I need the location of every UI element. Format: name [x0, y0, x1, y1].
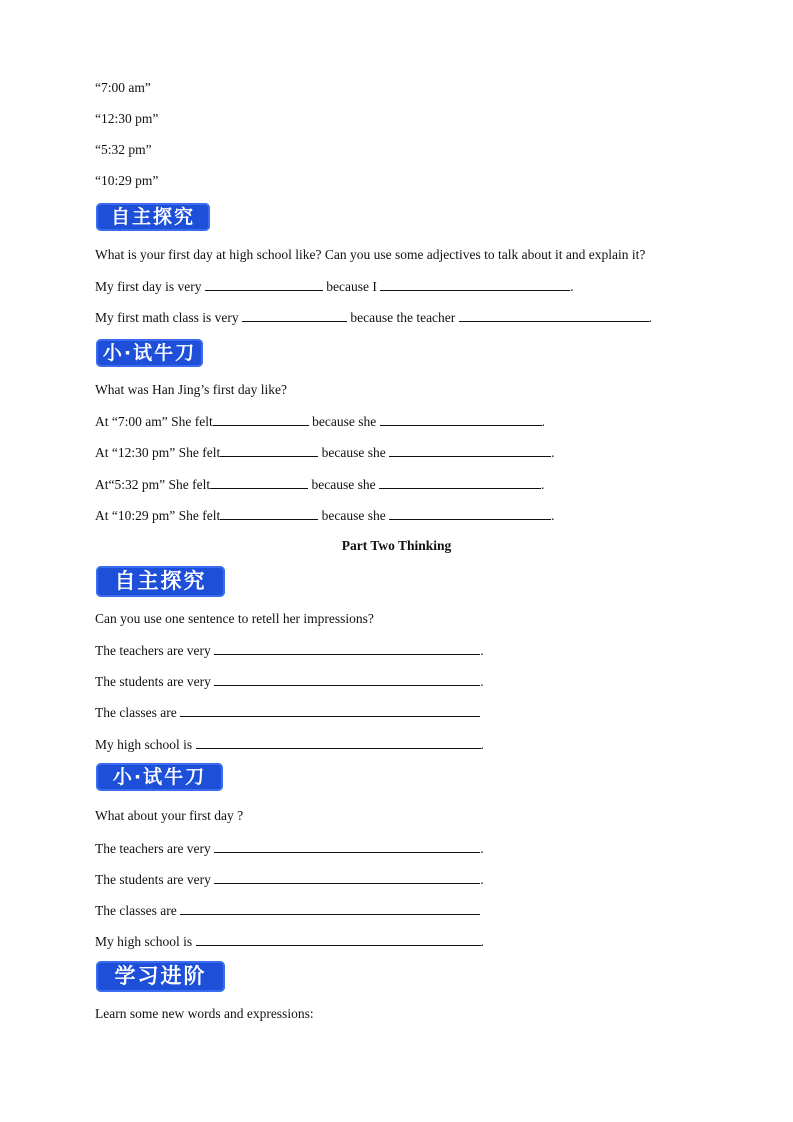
- try-question: What about your first day ?: [95, 808, 244, 823]
- period: .: [648, 310, 653, 325]
- prompt-text: because she: [321, 445, 386, 460]
- prompt-text: because the teacher: [350, 310, 456, 325]
- prompt-text: because she: [312, 414, 377, 429]
- advance-badge: 学习进阶: [96, 961, 225, 992]
- time-item: “12:30 pm”: [95, 111, 159, 126]
- answer-blank[interactable]: [214, 673, 480, 686]
- prompt-text: My high school is: [95, 737, 193, 752]
- answer-blank[interactable]: [389, 444, 551, 457]
- answer-blank[interactable]: [196, 736, 481, 749]
- fill-line: [95, 413, 545, 430]
- period: .: [480, 841, 484, 856]
- fill-line: [95, 840, 484, 857]
- answer-blank[interactable]: [242, 309, 347, 322]
- prompt-text: The students are very: [95, 674, 211, 689]
- prompt-text: The teachers are very: [95, 643, 211, 658]
- prompt-text: The students are very: [95, 872, 211, 887]
- period: .: [480, 643, 484, 658]
- fill-line: [95, 673, 484, 690]
- answer-blank[interactable]: [180, 902, 480, 915]
- answer-blank[interactable]: [380, 278, 570, 291]
- answer-blank[interactable]: [214, 642, 480, 655]
- try-question: What was Han Jing’s first day like?: [95, 382, 287, 397]
- answer-blank[interactable]: [196, 933, 481, 946]
- explore-badge: 自主探究: [96, 566, 225, 597]
- answer-blank[interactable]: [220, 507, 318, 520]
- answer-blank[interactable]: [205, 278, 323, 291]
- prompt-text: My first day is very: [95, 279, 202, 294]
- answer-blank[interactable]: [389, 507, 551, 520]
- prompt-text: My high school is: [95, 934, 193, 949]
- fill-line: [95, 704, 480, 721]
- fill-line: [95, 902, 480, 919]
- prompt-text: At“5:32 pm” She felt: [95, 477, 211, 492]
- answer-blank[interactable]: [379, 476, 541, 489]
- answer-blank[interactable]: [213, 413, 309, 426]
- period: .: [480, 737, 484, 752]
- period: .: [480, 674, 484, 689]
- advance-text: Learn some new words and expressions:: [95, 1006, 314, 1021]
- answer-blank[interactable]: [214, 871, 480, 884]
- fill-line: [95, 507, 554, 524]
- period: .: [541, 414, 545, 429]
- fill-line: [95, 642, 484, 659]
- prompt-text: because she: [321, 508, 386, 523]
- explore-question: What is your first day at high school like? Can you use some adjectives to talk about it and explain it?: [95, 247, 646, 262]
- try-badge: 小·试牛刀: [96, 339, 203, 367]
- answer-blank[interactable]: [380, 413, 542, 426]
- explore-badge: 自主探究: [96, 203, 210, 231]
- period: .: [551, 445, 555, 460]
- period: .: [570, 279, 574, 294]
- time-item: “7:00 am”: [95, 80, 151, 95]
- try-badge: 小·试牛刀: [96, 763, 223, 791]
- fill-line: [95, 476, 544, 493]
- fill-line: [95, 933, 484, 950]
- prompt-text: At “12:30 pm” She felt: [95, 445, 221, 460]
- period: .: [480, 872, 484, 887]
- answer-blank[interactable]: [214, 840, 480, 853]
- fill-line: [95, 309, 652, 326]
- fill-line: [95, 871, 484, 888]
- explore-question: Can you use one sentence to retell her impressions?: [95, 611, 374, 626]
- fill-line: [95, 444, 554, 461]
- answer-blank[interactable]: [220, 444, 318, 457]
- prompt-text: At “7:00 am” She felt: [95, 414, 213, 429]
- period: .: [540, 477, 545, 492]
- answer-blank[interactable]: [210, 476, 308, 489]
- period: .: [551, 508, 555, 523]
- answer-blank[interactable]: [180, 704, 480, 717]
- answer-blank[interactable]: [459, 309, 649, 322]
- prompt-text: The teachers are very: [95, 841, 211, 856]
- period: .: [480, 934, 484, 949]
- prompt-text: The classes are: [95, 705, 177, 720]
- prompt-text: My first math class is very: [95, 310, 239, 325]
- fill-line: [95, 736, 484, 753]
- time-item: “10:29 pm”: [95, 173, 159, 188]
- time-item: “5:32 pm”: [95, 142, 152, 157]
- fill-line: [95, 278, 574, 295]
- section-heading: Part Two Thinking: [341, 538, 452, 553]
- prompt-text: The classes are: [95, 903, 177, 918]
- prompt-text: because she: [311, 477, 376, 492]
- prompt-text: because I: [326, 279, 377, 294]
- prompt-text: At “10:29 pm” She felt: [95, 508, 221, 523]
